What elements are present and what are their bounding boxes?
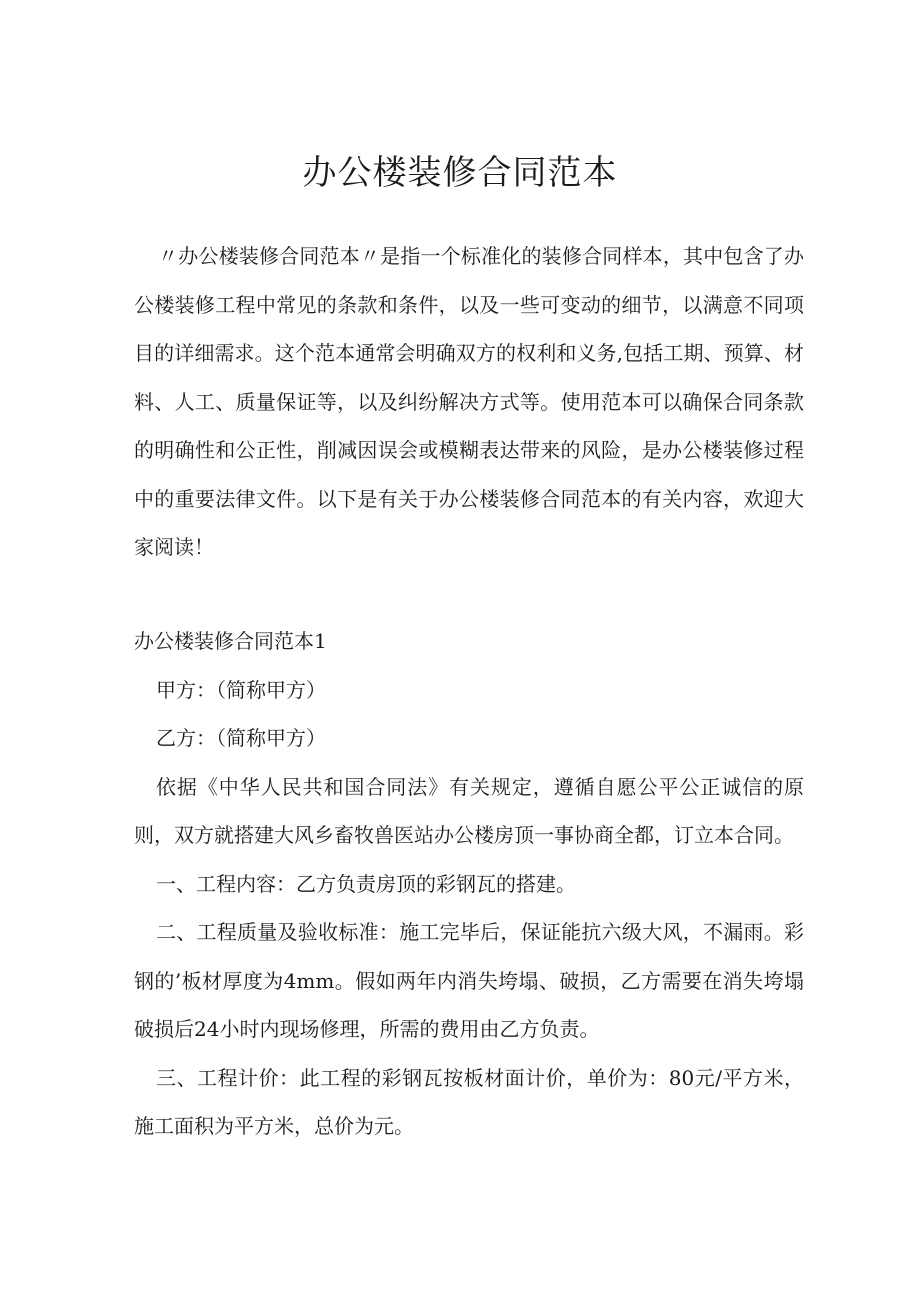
document-title: 办公楼装修合同范本 <box>302 153 618 193</box>
clause-2-paragraph: 二、工程质量及验收标准：施工完毕后，保证能抗六级大风，不漏雨。彩钢的’板材厚度为4mm。假如两年内消失垮塌、破损，乙方需要在消失垮塌破损后24小时内现场修理，所需的费用由乙方负责。 <box>134 920 804 1041</box>
preamble-paragraph: 依据《中华人民共和国合同法》有关规定，遵循自愿公平公正诚信的原则，双方就搭建大风乡畜牧兽医站办公楼房顶一事协商全都，订立本合同。 <box>134 774 804 847</box>
party-a-line: 甲方：（简称甲方） <box>156 677 326 702</box>
intro-paragraph: 〃办公楼装修合同范本〃是指一个标准化的装修合同样本，其中包含了办公楼装修工程中常见的条款和条件，以及一些可变动的细节，以满意不同项目的详细需求。这个范本通常会明确双方的权利和义务,包括工期、预算、材料、人工、质量保证等，以及纠纷解决方式等。使用范本可以确保合同条款的明确性和公正性，削减因误会或模糊表达带来的风险，是办公楼装修过程中的重要法律文件。以下是有关于办公楼装修合同范本的有关内容，欢迎大家阅读！ <box>134 244 804 559</box>
clause-1-paragraph: 一、工程内容：乙方负责房顶的彩钢瓦的搭建。 <box>156 871 576 896</box>
section-heading: 办公楼装修合同范本1 <box>134 629 327 653</box>
clause-3-paragraph: 三、工程计价：此工程的彩钢瓦按板材面计价，单价为：80元/平方米，施工面积为平方米，总价为元。 <box>134 1065 804 1138</box>
contract-section <box>134 617 804 1151</box>
party-b-line: 乙方：（简称甲方） <box>156 726 326 750</box>
